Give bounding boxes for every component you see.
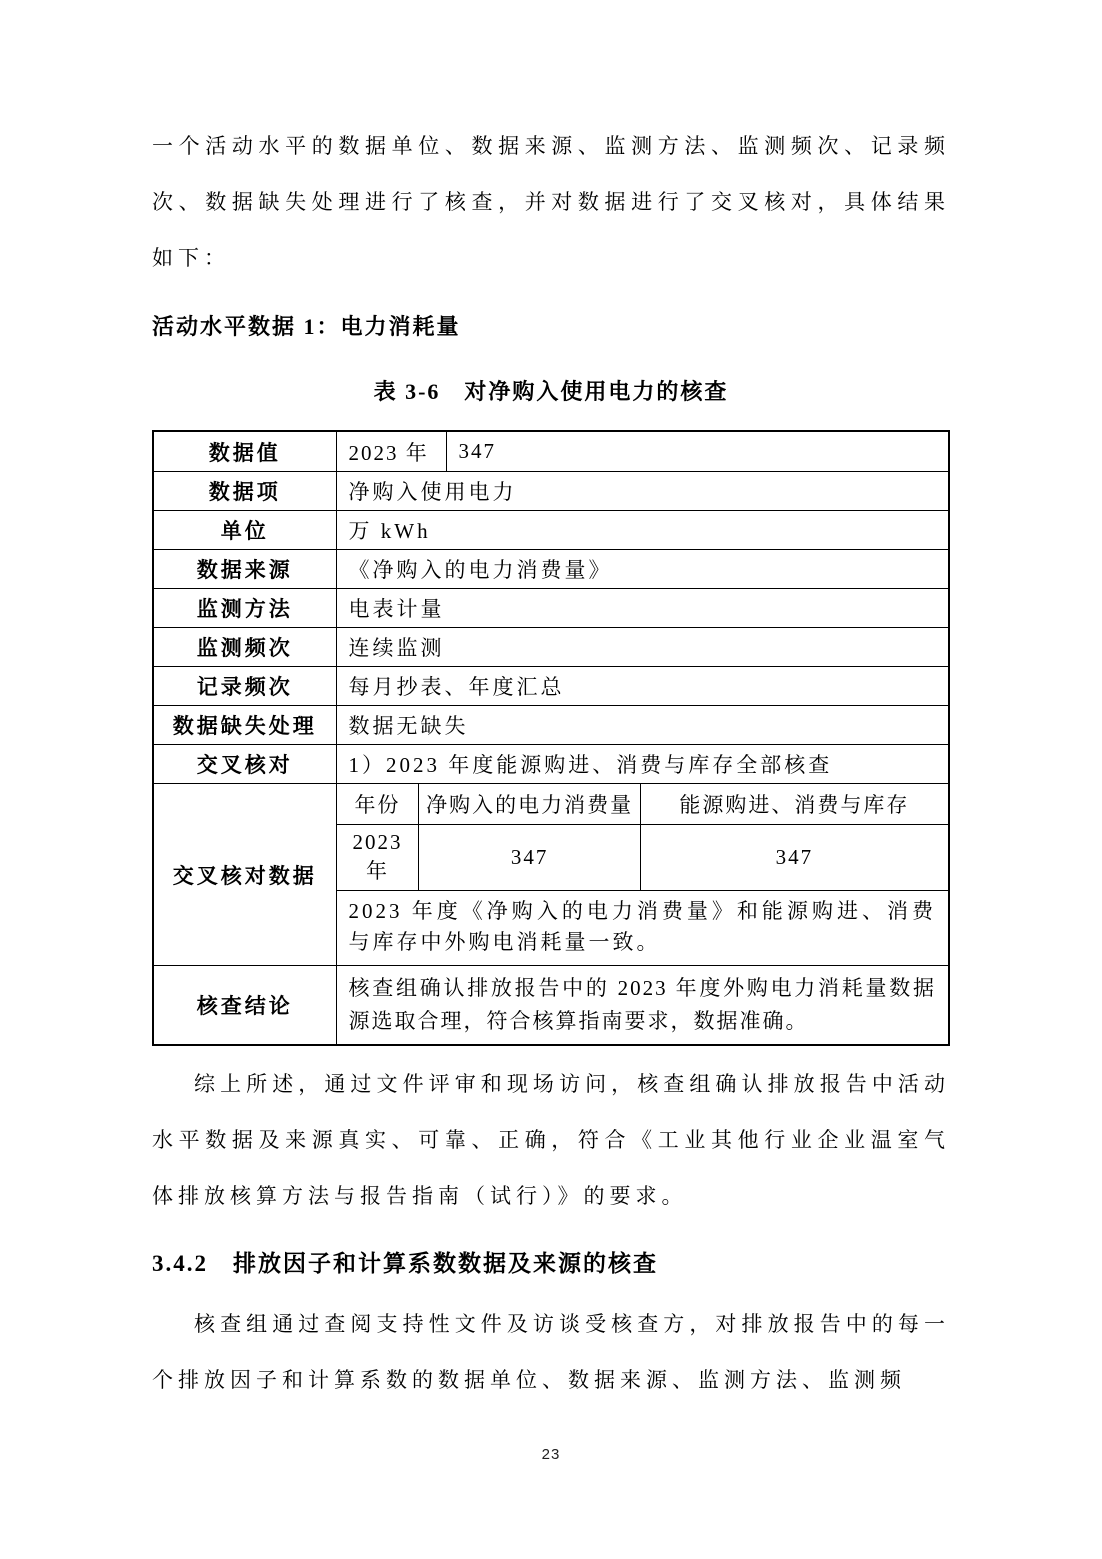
- table-row-data-source: [153, 550, 949, 589]
- row-value: 核查组确认排放报告中的 2023 年度外购电力消耗量数据源选取合理，符合核算指南要求，数据准确。: [336, 966, 949, 1046]
- page-number: 23: [541, 1446, 561, 1463]
- nested-cell-year: 2023 年: [352, 830, 403, 883]
- nested-header-net-purchase: 净购入的电力消费量: [418, 784, 639, 824]
- summary-paragraph: 综上所述，通过文件评审和现场访问，核查组确认排放报告中活动水平数据及来源真实、可靠、正确，符合《工业其他行业企业温室气体排放核算方法与报告指南（试行）》的要求。: [152, 1072, 950, 1208]
- row-label: 交叉核对数据: [153, 784, 336, 966]
- activity-data-heading: 活动水平数据 1：电力消耗量: [152, 314, 461, 339]
- nested-cell-energy-inventory: 347: [640, 825, 948, 890]
- table-row-cross-check: [153, 745, 949, 784]
- row-label: 数据来源: [153, 550, 336, 589]
- row-value: 净购入使用电力: [336, 472, 949, 511]
- nested-cross-check-table: [337, 784, 949, 965]
- data-value-year: 2023 年: [337, 432, 447, 471]
- row-label: 记录频次: [153, 667, 336, 706]
- row-label: 交叉核对: [153, 745, 336, 784]
- row-label: 数据项: [153, 472, 336, 511]
- nested-header-energy-inventory: 能源购进、消费与库存: [640, 784, 948, 824]
- row-label: 单位: [153, 511, 336, 550]
- row-label: 监测频次: [153, 628, 336, 667]
- data-value-number: 347: [458, 439, 496, 463]
- table-row-data-value: [153, 431, 949, 472]
- intro-paragraph: 一个活动水平的数据单位、数据来源、监测方法、监测频次、记录频次、数据缺失处理进行了核查，并对数据进行了交叉核对，具体结果如下：: [152, 134, 950, 270]
- table-row-recording-frequency: [153, 667, 949, 706]
- row-value: 1）2023 年度能源购进、消费与库存全部核查: [336, 745, 949, 784]
- row-value: 《净购入的电力消费量》: [336, 550, 949, 589]
- row-value: 每月抄表、年度汇总: [336, 667, 949, 706]
- row-value: 连续监测: [336, 628, 949, 667]
- verification-table: [152, 430, 950, 1046]
- table-row-monitoring-frequency: [153, 628, 949, 667]
- table-row-monitoring-method: [153, 589, 949, 628]
- nested-header-year: 年份: [354, 793, 401, 817]
- row-value: 电表计量: [336, 589, 949, 628]
- table-row-cross-check-data: [153, 784, 949, 966]
- subsection-heading: 3.4.2 排放因子和计算系数数据及来源的核查: [152, 1251, 658, 1276]
- row-label: 数据值: [153, 431, 336, 472]
- table-caption: 表 3-6 对净购入使用电力的核查: [373, 379, 729, 404]
- table-row-missing-data: [153, 706, 949, 745]
- nested-header-row: [337, 784, 949, 825]
- row-value: 数据无缺失: [336, 706, 949, 745]
- nested-cell-net-purchase: 347: [418, 825, 639, 890]
- table-row-conclusion: [153, 966, 949, 1046]
- closing-paragraph: 核查组通过查阅支持性文件及访谈受核查方，对排放报告中的每一个排放因子和计算系数的数据单位、数据来源、监测方法、监测频: [152, 1312, 950, 1392]
- row-value: 万 kWh: [336, 511, 949, 550]
- table-row-data-item: [153, 472, 949, 511]
- row-label: 监测方法: [153, 589, 336, 628]
- row-label: 核查结论: [153, 966, 336, 1046]
- nested-data-row: [337, 825, 949, 891]
- row-label: 数据缺失处理: [153, 706, 336, 745]
- table-row-unit: [153, 511, 949, 550]
- cross-check-note: 2023 年度《净购入的电力消费量》和能源购进、消费与库存中外购电消耗量一致。: [348, 899, 936, 954]
